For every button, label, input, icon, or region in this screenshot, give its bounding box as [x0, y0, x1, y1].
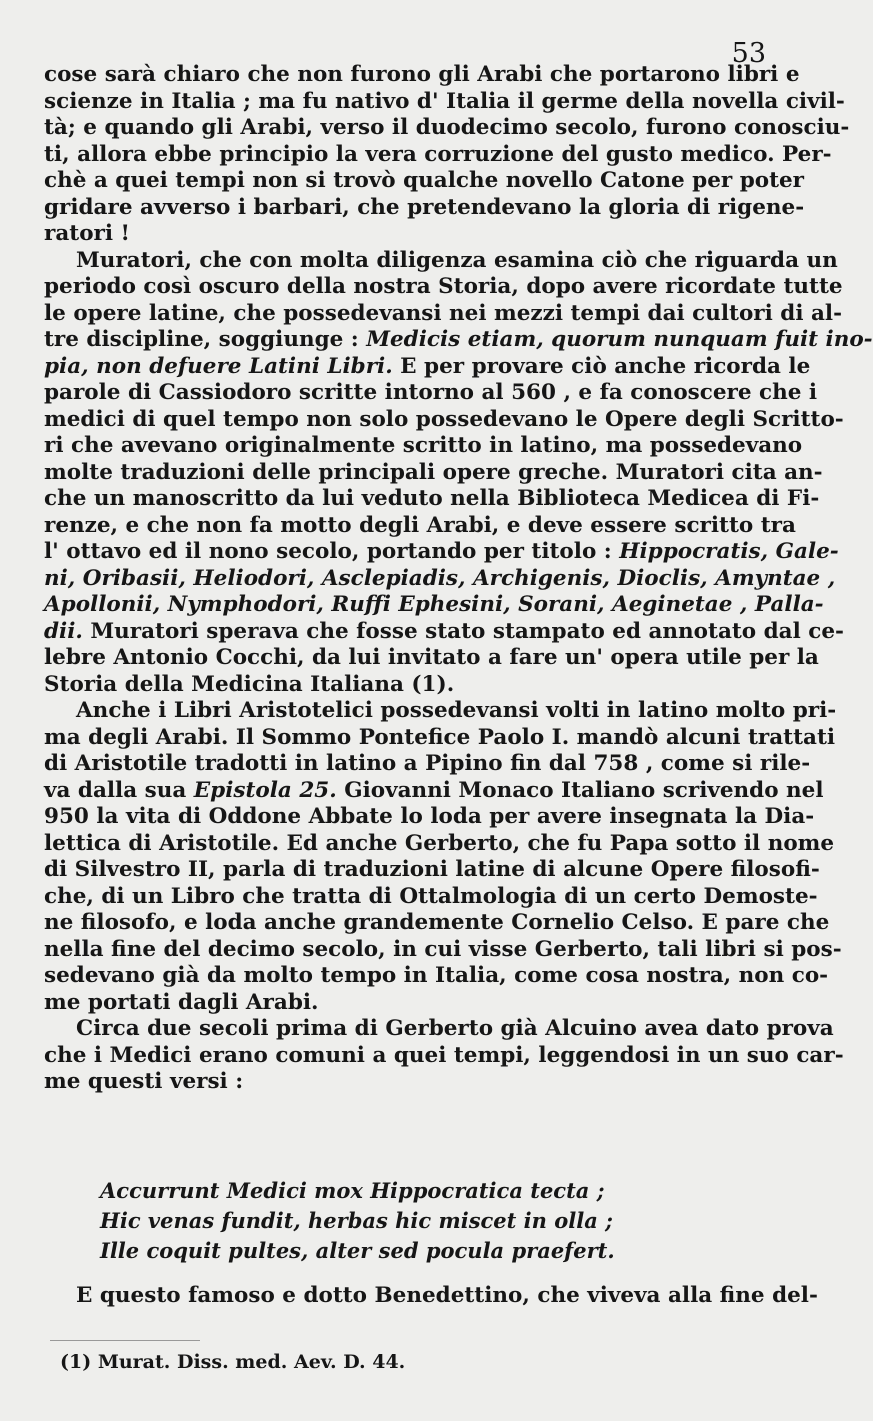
text-line: me questi versi :	[44, 1069, 244, 1094]
verse-line: Hic venas fundit, herbas hic miscet in olla ;	[100, 1208, 613, 1233]
text-line: ratori !	[44, 221, 130, 246]
manuscript-title: Apollonii, Nymphodori, Ruffi Ephesini, Sorani, Aeginetae , Palla-	[44, 592, 824, 617]
footnote-divider	[50, 1340, 200, 1341]
text-line: gridare avverso i barbari, che pretendevano la gloria di rigene-	[44, 194, 805, 220]
text-line: scienze in Italia ; ma fu nativo d' Italia il germe della novella civil-	[44, 88, 845, 114]
paragraph-4	[44, 1016, 844, 1096]
text-line: lebre Antonio Cocchi, da lui invitato a fare un' opera utile per la	[44, 645, 819, 670]
text-line: Storia della Medicina Italiana (1).	[44, 671, 455, 697]
latin-quote: Medicis etiam, quorum nunquam fuit ino-	[366, 327, 873, 352]
text-run: E per provare ciò anche ricorda le	[392, 353, 811, 379]
text-line	[44, 777, 824, 805]
epistola-reference: Epistola 25.	[193, 777, 337, 803]
verse-quotation	[100, 1176, 615, 1266]
text-line: renze, e che non fa motto degli Arabi, e deve essere scritto tra	[44, 512, 796, 538]
text-line: ne filosofo, e loda anche grandemente Cornelio Celso. E pare che	[44, 910, 830, 935]
text-line: medici di quel tempo non solo possedevano le Opere degli Scritto-	[44, 406, 844, 432]
manuscript-title: ni, Oribasii, Heliodori, Asclepiadis, Archigenis, Dioclis, Amyntae ,	[44, 565, 836, 591]
footnote: (1) Murat. Diss. med. Aev. D. 44.	[60, 1351, 406, 1373]
text-line: Anche i Libri Aristotelici possedevansi volti in latino molto pri-	[76, 698, 837, 723]
text-line: che i Medici erano comuni a quei tempi, leggendosi in un suo car-	[44, 1042, 844, 1068]
text-line: periodo così oscuro della nostra Storia, dopo avere ricordate tutte	[44, 274, 843, 299]
text-line: le opere latine, che possedevansi nei mezzi tempi dai cultori di al-	[44, 300, 842, 326]
text-line	[44, 539, 839, 566]
text-line: di Silvestro II, parla di traduzioni latine di alcune Opere filosofi-	[44, 857, 820, 882]
paragraph-2	[44, 247, 873, 699]
text-run: Muratori sperava che fosse stato stampato ed annotato dal ce-	[82, 618, 844, 644]
main-text	[44, 62, 873, 1096]
text-run: tre discipline, soggiunge :	[44, 327, 367, 352]
text-line: di Aristotile tradotti in latino a Pipino fin dal 758 , come si rile-	[44, 751, 811, 776]
manuscript-title: dii.	[44, 618, 83, 644]
text-line: che un manoscritto da lui veduto nella Biblioteca Medicea di Fi-	[44, 486, 820, 511]
text-line: ri che avevano originalmente scritto in latino, ma possedevano	[44, 433, 803, 458]
text-line: cose sarà chiaro che non furono gli Arabi che portarono libri e	[44, 62, 800, 87]
text-run: va dalla sua	[44, 777, 194, 803]
text-line: E questo famoso e dotto Benedettino, che viveva alla fine del-	[76, 1283, 818, 1308]
text-line: 950 la vita di Oddone Abbate lo loda per avere insegnata la Dia-	[44, 804, 815, 829]
page-number: 53	[731, 38, 766, 69]
text-line: lettica di Aristotile. Ed anche Gerberto, che fu Papa sotto il nome	[44, 830, 835, 856]
text-line: Circa due secoli prima di Gerberto già Alcuino avea dato prova	[76, 1016, 834, 1041]
text-run: Giovanni Monaco Italiano scrivendo nel	[336, 777, 824, 803]
text-line	[44, 327, 873, 354]
text-run: l' ottavo ed il nono secolo, portando per titolo :	[44, 539, 620, 564]
paragraph-1	[44, 62, 850, 248]
text-line: chè a quei tempi non si trovò qualche novello Catone per poter	[44, 168, 805, 193]
verse-line: Ille coquit pultes, alter sed pocula praefert.	[100, 1238, 615, 1263]
text-line: ti, allora ebbe principio la vera corruzione del gusto medico. Per-	[44, 141, 832, 167]
text-line: parole di Cassiodoro scritte intorno al 560 , e fa conoscere che i	[44, 380, 818, 405]
text-line	[44, 353, 811, 381]
text-line: nella fine del decimo secolo, in cui visse Gerberto, tali libri si pos-	[44, 936, 842, 962]
latin-quote: pia, non defuere Latini Libri.	[44, 353, 393, 379]
text-line: ma degli Arabi. Il Sommo Pontefice Paolo I. mandò alcuni trattati	[44, 724, 836, 750]
manuscript-title: Hippocratis, Gale-	[619, 539, 839, 564]
closing-paragraph	[44, 1283, 818, 1310]
text-line: tà; e quando gli Arabi, verso il duodecimo secolo, furono conosciu-	[44, 115, 850, 140]
text-line: me portati dagli Arabi.	[44, 989, 319, 1015]
text-line: che, di un Libro che tratta di Ottalmologia di un certo Demoste-	[44, 883, 818, 909]
text-line	[44, 618, 844, 646]
text-line: Muratori, che con molta diligenza esamina ciò che riguarda un	[76, 247, 838, 273]
text-line: sedevano già da molto tempo in Italia, come cosa nostra, non co-	[44, 963, 829, 988]
text-line: molte traduzioni delle principali opere greche. Muratori cita an-	[44, 459, 823, 485]
paragraph-3	[44, 698, 842, 1016]
verse-line: Accurrunt Medici mox Hippocratica tecta ;	[100, 1178, 605, 1203]
